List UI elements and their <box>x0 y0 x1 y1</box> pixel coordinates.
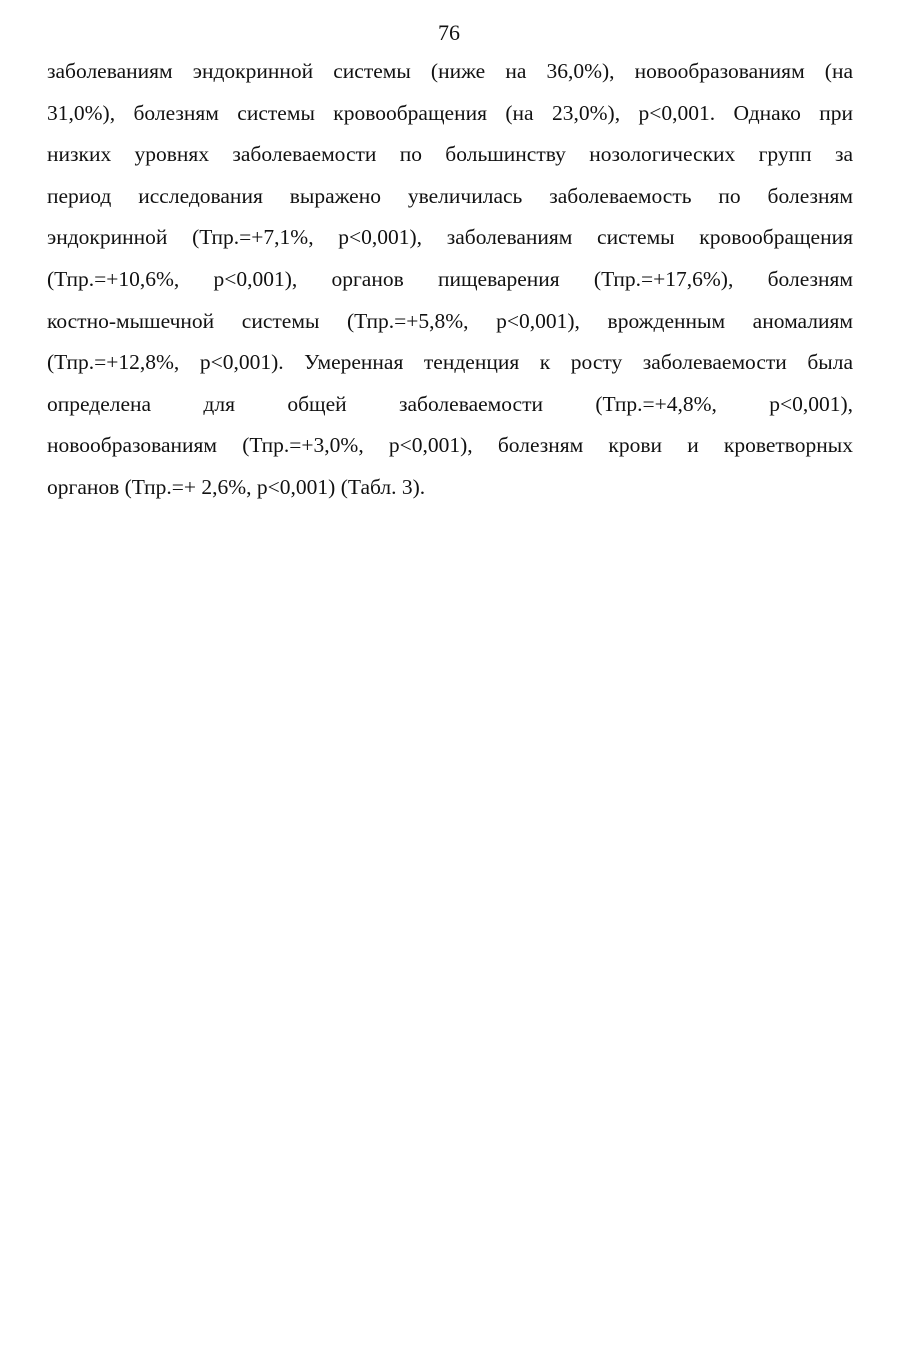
text-line: (Тпр.=+10,6%, р<0,001), органов пищеварения (Тпр.=+17,6%), болезням <box>47 266 853 291</box>
text-line: период исследования выражено увеличилась заболеваемость по болезням <box>47 183 853 208</box>
body-paragraph <box>47 51 853 509</box>
text-line: низких уровнях заболеваемости по большинству нозологических групп за <box>47 142 853 167</box>
text-line: (Тпр.=+12,8%, р<0,001). Умеренная тенденция к росту заболеваемости была <box>47 350 853 375</box>
text-line-last: органов (Тпр.=+ 2,6%, р<0,001) (Табл. 3). <box>47 474 426 499</box>
text-line: определена для общей заболеваемости (Тпр.=+4,8%, р<0,001), <box>47 391 853 416</box>
text-line: новообразованиям (Тпр.=+3,0%, р<0,001), болезням крови и кроветворных <box>47 433 853 458</box>
page-number: 76 <box>438 20 460 45</box>
text-line: 31,0%), болезням системы кровообращения (на 23,0%), р<0,001. Однако при <box>47 100 853 125</box>
text-line: заболеваниям эндокринной системы (ниже на 36,0%), новообразованиям (на <box>47 59 853 83</box>
text-line: эндокринной (Тпр.=+7,1%, р<0,001), заболеваниям системы кровообращения <box>47 225 853 250</box>
text-line: костно-мышечной системы (Тпр.=+5,8%, р<0,001), врожденным аномалиям <box>47 308 853 333</box>
